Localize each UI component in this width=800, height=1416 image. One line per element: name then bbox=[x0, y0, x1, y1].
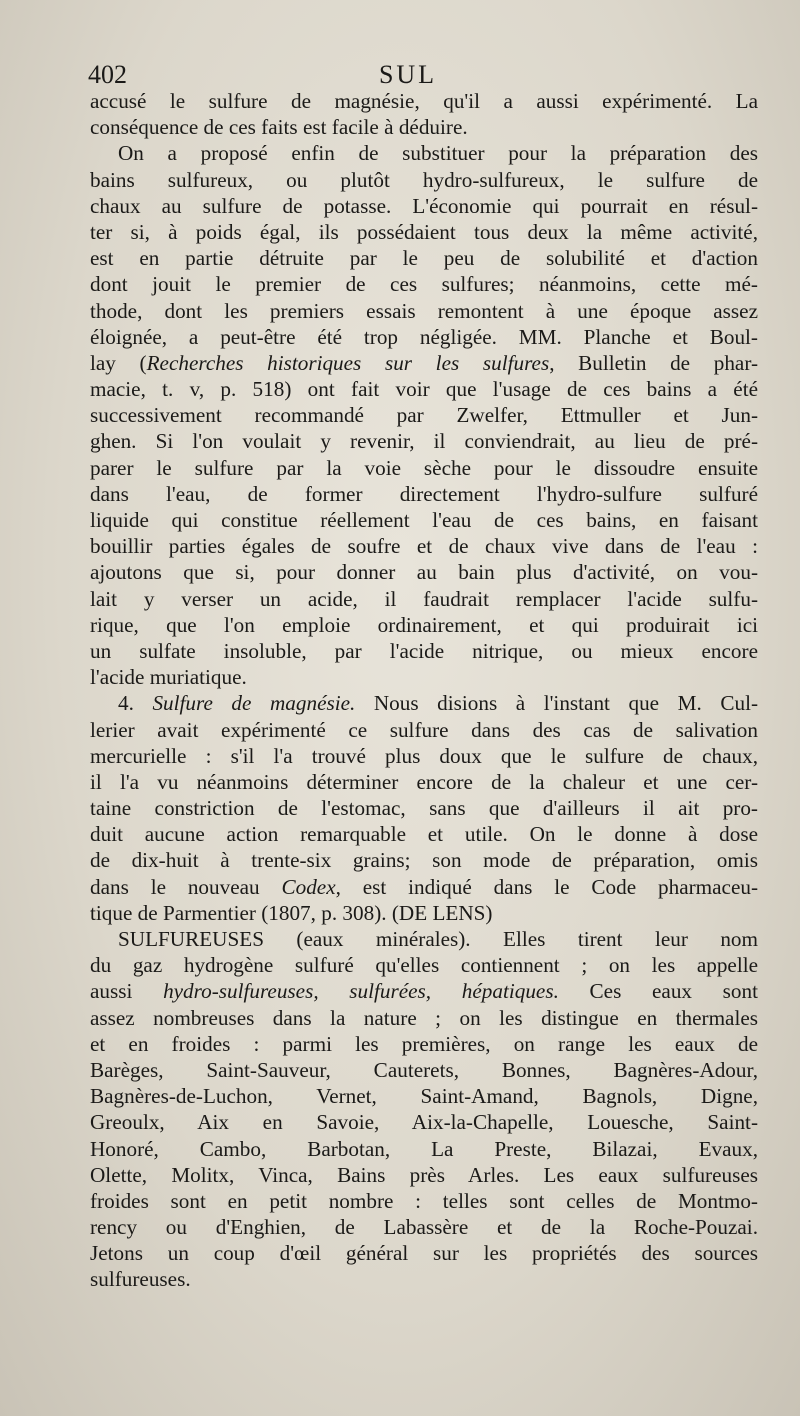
text-line: lay (Recherches historiques sur les sulfures, Bulletin de phar- bbox=[90, 350, 759, 375]
text-line: taine constriction de l'estomac, sans que d'ailleurs il ait pro- bbox=[90, 796, 758, 821]
text-line: et en froides : parmi les premières, on range les eaux de bbox=[90, 1031, 758, 1056]
text-line: duit aucune action remarquable et utile. On le donne à dose bbox=[90, 822, 758, 847]
text-line: mercurielle : s'il l'a trouvé plus doux que le sulfure de chaux, bbox=[90, 743, 758, 768]
text-line: il l'a vu néanmoins déterminer encore de la chaleur et une cer- bbox=[90, 769, 758, 794]
text-line: liquide qui constitue réellement l'eau de ces bains, en faisant bbox=[90, 508, 758, 532]
text-line: un sulfate insoluble, par l'acide nitrique, ou mieux encore bbox=[90, 638, 758, 663]
italic-text: Recherches historiques sur les sulfures bbox=[146, 350, 550, 375]
text-line: dans l'eau, de former directement l'hydro-sulfure sulfuré bbox=[90, 481, 758, 506]
body-text bbox=[90, 88, 758, 1293]
text-line: tique de Parmentier (1807, p. 308). (DE LENS) bbox=[90, 900, 493, 925]
text-line: parer le sulfure par la voie sèche pour le dissoudre ensuite bbox=[90, 455, 758, 480]
text-line: de dix-huit à trente-six grains; son mode de préparation, omis bbox=[90, 848, 758, 873]
text-line: accusé le sulfure de magnésie, qu'il a aussi expérimenté. La bbox=[90, 89, 758, 113]
text-line: froides sont en petit nombre : telles sont celles de Montmo- bbox=[90, 1188, 758, 1213]
page-number: 402 bbox=[88, 60, 127, 89]
text-line: lait y verser un acide, il faudrait remplacer l'acide sulfu- bbox=[90, 586, 758, 611]
text-line: sulfureuses. bbox=[90, 1267, 191, 1292]
italic-text: Sulfure de magnésie. bbox=[152, 691, 356, 716]
text-line: bouillir parties égales de soufre et de chaux vive dans de l'eau : bbox=[90, 534, 758, 559]
text-line: est en partie détruite par le peu de solubilité et d'action bbox=[90, 246, 758, 271]
text-line: éloignée, a peut-être été trop négligée. MM. Planche et Boul- bbox=[90, 324, 758, 349]
text-line: dans le nouveau Codex, est indiqué dans le Code pharmaceu- bbox=[90, 874, 758, 899]
text-line: rique, que l'on emploie ordinairement, et qui produirait ici bbox=[90, 612, 758, 637]
text-line: thode, dont les premiers essais remontent à une époque assez bbox=[90, 298, 758, 323]
text-line: 4. Sulfure de magnésie. Nous disions à l'instant que M. Cul- bbox=[118, 691, 759, 716]
italic-text: hydro-sulfureuses, sulfurées, hépatiques. bbox=[163, 979, 559, 1004]
text-line: Greoulx, Aix en Savoie, Aix-la-Chapelle, Louesche, Saint- bbox=[90, 1110, 758, 1135]
text-line: macie, t. v, p. 518) ont fait voir que l'usage de ces bains a été bbox=[90, 377, 758, 402]
text-line: On a proposé enfin de substituer pour la préparation des bbox=[118, 141, 758, 166]
text-line: assez nombreuses dans la nature ; on les distingue en thermales bbox=[90, 1005, 758, 1030]
text-line: Honoré, Cambo, Barbotan, La Preste, Bilazai, Evaux, bbox=[90, 1136, 758, 1161]
text-line: lerier avait expérimenté ce sulfure dans des cas de salivation bbox=[90, 717, 758, 742]
text-line: Olette, Molitx, Vinca, Bains près Arles. Les eaux sulfureuses bbox=[90, 1162, 758, 1187]
text-line: ter si, à poids égal, ils possédaient tous deux la même activité, bbox=[90, 219, 758, 244]
text-line: l'acide muriatique. bbox=[90, 665, 247, 690]
text-line: rency ou d'Enghien, de Labassère et de la Roche-Pouzai. bbox=[90, 1215, 758, 1240]
running-title: SUL bbox=[378, 60, 438, 89]
text-line: Jetons un coup d'œil général sur les propriétés des sources bbox=[90, 1241, 758, 1266]
text-line: dont jouit le premier de ces sulfures; néanmoins, cette mé- bbox=[90, 272, 758, 297]
text-line: ghen. Si l'on voulait y revenir, il conviendrait, au lieu de pré- bbox=[90, 429, 758, 454]
text-line: chaux au sulfure de potasse. L'économie qui pourrait en résul- bbox=[90, 193, 758, 218]
text-line: du gaz hydrogène sulfuré qu'elles contiennent ; on les appelle bbox=[90, 953, 758, 978]
text-line: aussi hydro-sulfureuses, sulfurées, hépatiques. Ces eaux sont bbox=[90, 979, 759, 1004]
text-line: successivement recommandé par Zwelfer, Ettmuller et Jun- bbox=[90, 403, 758, 428]
text-line: conséquence de ces faits est facile à déduire. bbox=[90, 115, 468, 140]
text-line: Bagnères-de-Luchon, Vernet, Saint-Amand, Bagnols, Digne, bbox=[90, 1084, 758, 1109]
text-line: Barèges, Saint-Sauveur, Cauterets, Bonnes, Bagnères-Adour, bbox=[90, 1057, 758, 1082]
text-line: bains sulfureux, ou plutôt hydro-sulfureux, le sulfure de bbox=[90, 167, 758, 192]
text-line: ajoutons que si, pour donner au bain plus d'activité, on vou- bbox=[90, 560, 758, 585]
text-line: SULFUREUSES (eaux minérales). Elles tirent leur nom bbox=[118, 927, 758, 951]
italic-text: Codex bbox=[281, 874, 336, 899]
